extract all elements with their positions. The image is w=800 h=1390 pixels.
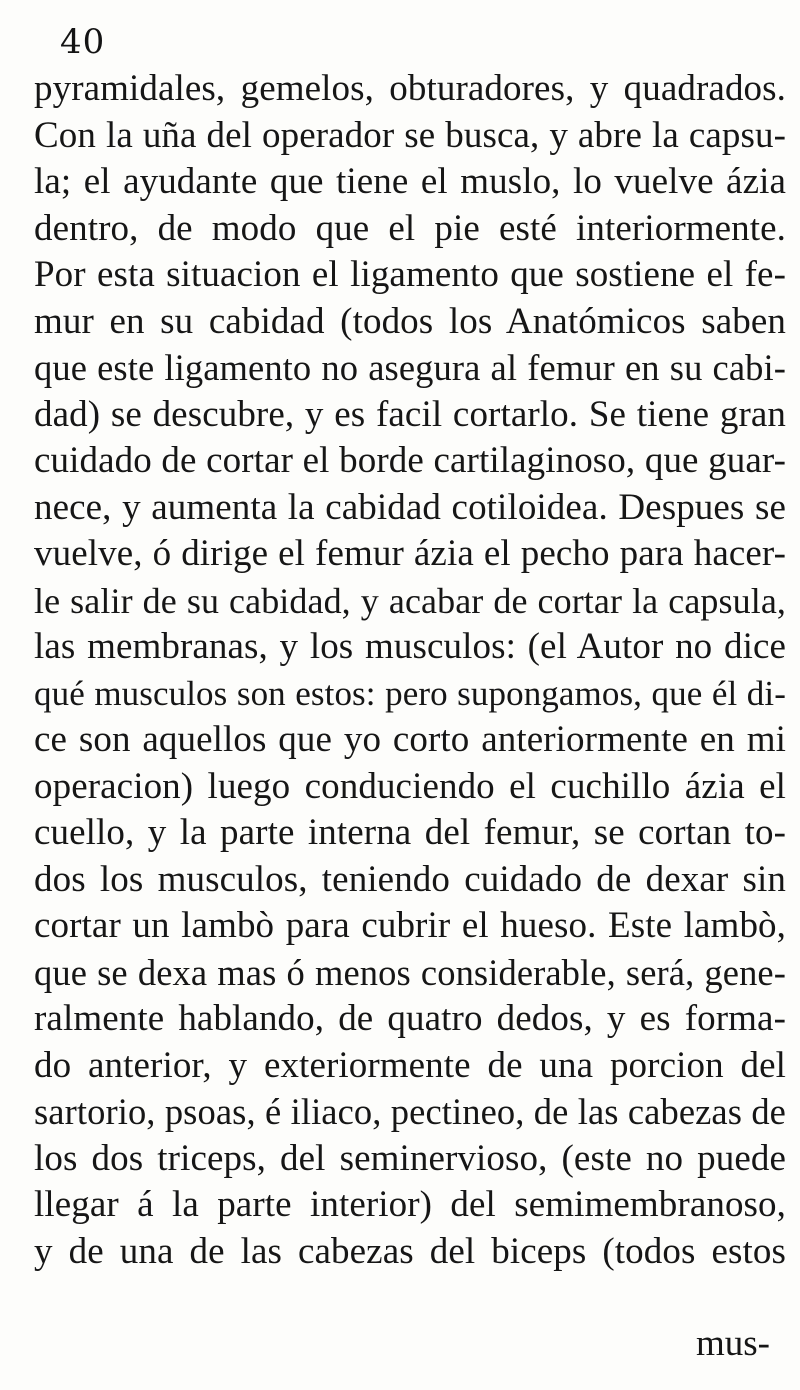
text-line: las membranas, y los musculos: (el Autor no dice (34, 626, 786, 667)
text-line: llegar á la parte interior) del semimembranoso, (34, 1184, 786, 1225)
text-line: cortar un lambò para cubrir el hueso. Este lambò, (34, 905, 786, 946)
text-line: los dos triceps, del seminervioso, (este no puede (34, 1137, 786, 1179)
text-line: cuello, y la parte interna del femur, se cortan to- (34, 812, 786, 853)
text-line: dos los musculos, teniendo cuidado de dexar sin (34, 858, 786, 900)
text-line: vuelve, ó dirige el femur ázia el pecho para hacer- (34, 533, 786, 574)
text-line: que se dexa mas ó menos considerable, será, gene- (34, 951, 786, 993)
text-line: pyramidales, gemelos, obturadores, y quadrados. (34, 68, 786, 109)
text-line: ralmente hablando, de quatro dedos, y es forma- (34, 998, 786, 1039)
text-line: que este ligamento no asegura al femur en su cabi- (34, 347, 786, 388)
text-line: la; el ayudante que tiene el muslo, lo vuelve ázia (34, 161, 786, 202)
page-number: 40 (60, 22, 106, 62)
catchword: mus- (696, 1323, 770, 1364)
text-line: dad) se descubre, y es facil cortarlo. Se tiene gran (34, 393, 786, 435)
text-line: le salir de su cabidad, y acabar de cortar la capsula, (34, 580, 786, 621)
text-line: ce son aquellos que yo corto anteriormente en mi (34, 719, 786, 760)
text-line: mur en su cabidad (todos los Anatómicos saben (34, 300, 786, 342)
text-line: nece, y aumenta la cabidad cotiloidea. Despues se (34, 486, 786, 528)
text-line: Con la uña del operador se busca, y abre la capsu- (34, 114, 786, 156)
text-line: y de una de las cabezas del biceps (todos estos (34, 1230, 786, 1272)
text-line: Por esta situacion el ligamento que sostiene el fe- (34, 254, 786, 295)
text-line: qué musculos son estos: pero supongamos, que él di- (34, 673, 786, 713)
text-line: cuidado de cortar el borde cartilaginoso, que guar- (34, 440, 786, 481)
text-line: do anterior, y exteriormente de una porcion del (34, 1044, 786, 1086)
body-text (34, 66, 786, 1275)
text-line: operacion) luego conduciendo el cuchillo ázia el (34, 765, 786, 807)
text-line: sartorio, psoas, é iliaco, pectineo, de las cabezas de (34, 1091, 786, 1132)
text-line: dentro, de modo que el pie esté interiormente. (34, 207, 786, 249)
